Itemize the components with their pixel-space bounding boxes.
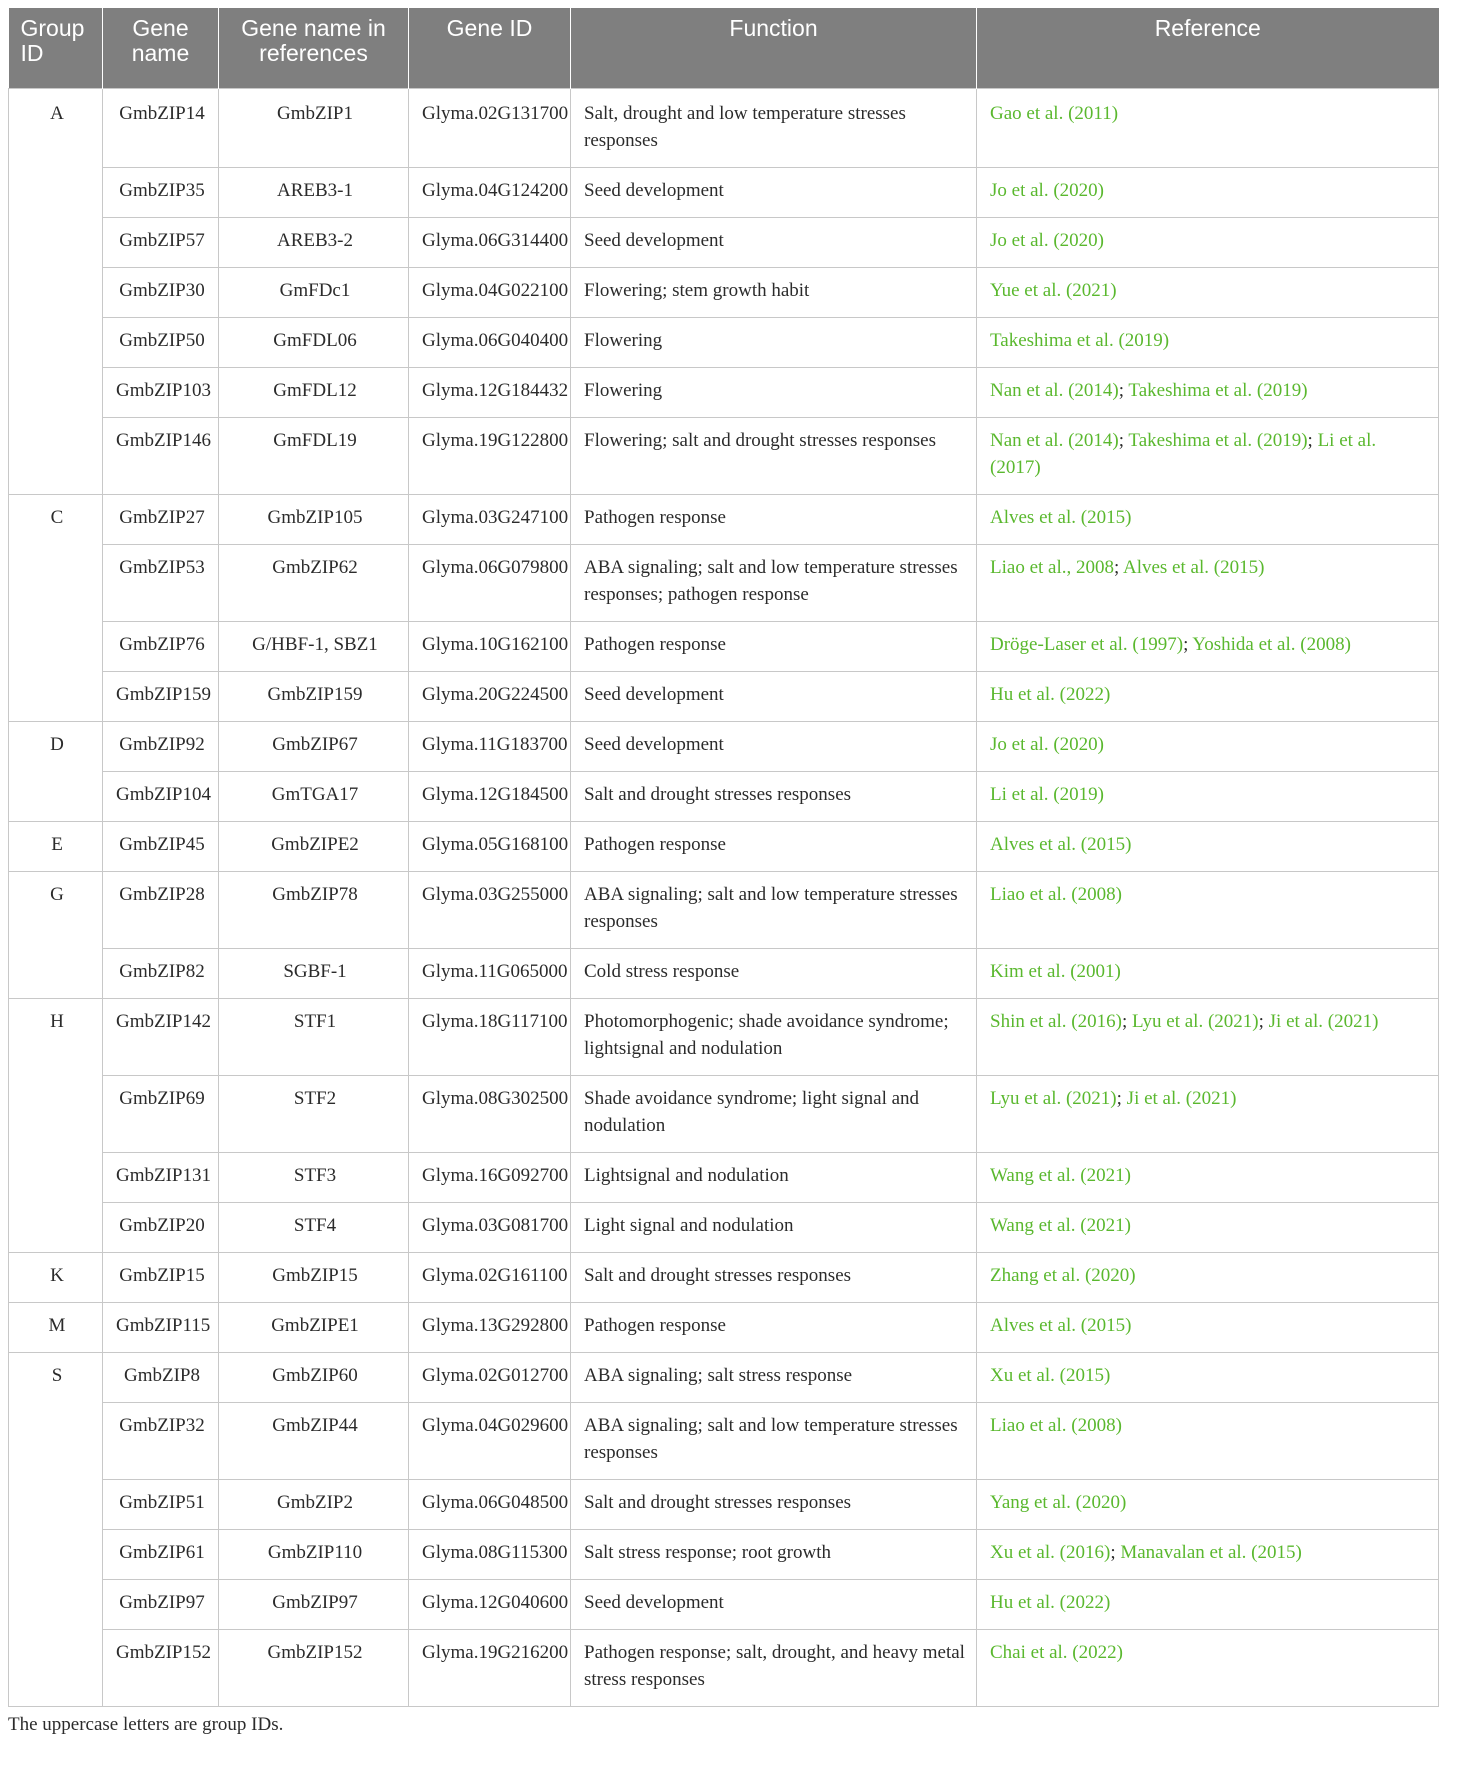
gene-name-cell: GmbZIP57 bbox=[103, 217, 219, 267]
gene-name-in-references-cell: GmbZIP78 bbox=[219, 871, 409, 948]
reference-cell bbox=[977, 1479, 1439, 1529]
gene-name-cell: GmbZIP32 bbox=[103, 1402, 219, 1479]
gene-name-in-references-cell: GmbZIPE2 bbox=[219, 821, 409, 871]
gene-name-cell: GmbZIP115 bbox=[103, 1302, 219, 1352]
gene-id-cell: Glyma.20G224500 bbox=[409, 671, 571, 721]
gene-name-in-references-cell: GmbZIP159 bbox=[219, 671, 409, 721]
gene-id-cell: Glyma.18G117100 bbox=[409, 998, 571, 1075]
reference-link[interactable]: Zhang et al. (2020) bbox=[990, 1264, 1136, 1286]
group-id-cell: A bbox=[9, 88, 103, 494]
table-row bbox=[9, 1579, 1439, 1629]
gene-name-in-references-cell: GmbZIP152 bbox=[219, 1629, 409, 1706]
reference-separator: ; bbox=[1116, 1087, 1127, 1109]
gene-id-cell: Glyma.03G247100 bbox=[409, 494, 571, 544]
function-cell: Pathogen response; salt, drought, and heavy metal stress responses bbox=[571, 1629, 977, 1706]
reference-cell bbox=[977, 721, 1439, 771]
function-cell: Seed development bbox=[571, 721, 977, 771]
gene-id-cell: Glyma.04G022100 bbox=[409, 267, 571, 317]
table-header bbox=[9, 8, 1439, 88]
gene-name-in-references-cell: STF4 bbox=[219, 1202, 409, 1252]
header-row bbox=[9, 8, 1439, 88]
function-cell: Flowering; salt and drought stresses responses bbox=[571, 417, 977, 494]
gene-name-in-references-cell: STF1 bbox=[219, 998, 409, 1075]
gene-id-cell: Glyma.06G040400 bbox=[409, 317, 571, 367]
gene-id-cell: Glyma.06G079800 bbox=[409, 544, 571, 621]
table-row bbox=[9, 1402, 1439, 1479]
group-id-cell: K bbox=[9, 1252, 103, 1302]
reference-link[interactable]: Jo et al. (2020) bbox=[990, 733, 1104, 755]
gene-name-cell: GmbZIP51 bbox=[103, 1479, 219, 1529]
gene-name-in-references-cell: AREB3-1 bbox=[219, 167, 409, 217]
gene-name-cell: GmbZIP97 bbox=[103, 1579, 219, 1629]
function-cell: Shade avoidance syndrome; light signal and nodulation bbox=[571, 1075, 977, 1152]
reference-cell bbox=[977, 1402, 1439, 1479]
table-row bbox=[9, 1075, 1439, 1152]
gene-id-cell: Glyma.19G122800 bbox=[409, 417, 571, 494]
gene-id-cell: Glyma.12G184432 bbox=[409, 367, 571, 417]
gene-name-cell: GmbZIP45 bbox=[103, 821, 219, 871]
gene-name-in-references-cell: GmbZIP67 bbox=[219, 721, 409, 771]
reference-separator: ; bbox=[1258, 1010, 1269, 1032]
gene-table-container bbox=[8, 8, 1438, 1707]
reference-cell bbox=[977, 1629, 1439, 1706]
table-row bbox=[9, 671, 1439, 721]
gene-name-cell: GmbZIP152 bbox=[103, 1629, 219, 1706]
function-cell: Seed development bbox=[571, 217, 977, 267]
reference-link[interactable]: Yoshida et al. (2008) bbox=[1192, 633, 1351, 655]
gene-id-cell: Glyma.13G292800 bbox=[409, 1302, 571, 1352]
reference-link[interactable]: Alves et al. (2015) bbox=[1122, 556, 1265, 578]
gene-id-cell: Glyma.03G081700 bbox=[409, 1202, 571, 1252]
reference-link[interactable]: Wang et al. (2021) bbox=[990, 1164, 1131, 1186]
table-row bbox=[9, 1152, 1439, 1202]
table-row bbox=[9, 1529, 1439, 1579]
function-cell: ABA signaling; salt and low temperature stresses responses bbox=[571, 871, 977, 948]
function-cell: Seed development bbox=[571, 167, 977, 217]
reference-link[interactable]: Shin et al. (2016) bbox=[990, 1010, 1122, 1032]
reference-link[interactable]: Ji et al. (2021) bbox=[1268, 1010, 1379, 1032]
table-row bbox=[9, 1302, 1439, 1352]
reference-link[interactable]: Nan et al. (2014) bbox=[990, 429, 1119, 451]
gene-name-cell: GmbZIP14 bbox=[103, 88, 219, 167]
reference-link[interactable]: Nan et al. (2014) bbox=[990, 379, 1119, 401]
gene-name-in-references-cell: AREB3-2 bbox=[219, 217, 409, 267]
gene-name-in-references-cell: GmTGA17 bbox=[219, 771, 409, 821]
table-row bbox=[9, 871, 1439, 948]
gene-id-cell: Glyma.05G168100 bbox=[409, 821, 571, 871]
table-row bbox=[9, 1202, 1439, 1252]
reference-link[interactable]: Xu et al. (2016) bbox=[990, 1541, 1111, 1563]
reference-cell bbox=[977, 494, 1439, 544]
gene-name-in-references-cell: GmFDL19 bbox=[219, 417, 409, 494]
gene-id-cell: Glyma.02G131700 bbox=[409, 88, 571, 167]
gene-name-cell: GmbZIP50 bbox=[103, 317, 219, 367]
gene-id-cell: Glyma.08G302500 bbox=[409, 1075, 571, 1152]
gene-name-in-references-cell: GmFDL12 bbox=[219, 367, 409, 417]
header-reference: Reference bbox=[977, 8, 1439, 88]
reference-cell bbox=[977, 771, 1439, 821]
gene-name-cell: GmbZIP20 bbox=[103, 1202, 219, 1252]
function-cell: Pathogen response bbox=[571, 821, 977, 871]
reference-separator: ; bbox=[1183, 633, 1193, 655]
group-id-cell: H bbox=[9, 998, 103, 1252]
reference-cell bbox=[977, 1075, 1439, 1152]
reference-link[interactable]: Xu et al. (2015) bbox=[990, 1364, 1111, 1386]
table-footnote: The uppercase letters are group IDs. bbox=[8, 1714, 284, 1735]
reference-link[interactable]: Dröge-Laser et al. (1997) bbox=[990, 633, 1184, 655]
table-body bbox=[9, 88, 1439, 1706]
reference-link[interactable]: Takeshima et al. (2019) bbox=[1128, 379, 1308, 401]
reference-cell bbox=[977, 88, 1439, 167]
table-row bbox=[9, 1479, 1439, 1529]
reference-cell bbox=[977, 1252, 1439, 1302]
gene-name-cell: GmbZIP92 bbox=[103, 721, 219, 771]
gene-id-cell: Glyma.02G012700 bbox=[409, 1352, 571, 1402]
reference-separator: ; bbox=[1114, 556, 1123, 578]
reference-separator: ; bbox=[1307, 429, 1318, 451]
gene-name-in-references-cell: STF2 bbox=[219, 1075, 409, 1152]
reference-link[interactable]: Li et al. (2017) bbox=[990, 429, 1377, 478]
function-cell: Lightsignal and nodulation bbox=[571, 1152, 977, 1202]
reference-cell bbox=[977, 671, 1439, 721]
table-row bbox=[9, 417, 1439, 494]
table-row bbox=[9, 771, 1439, 821]
function-cell: Salt stress response; root growth bbox=[571, 1529, 977, 1579]
function-cell: Flowering bbox=[571, 367, 977, 417]
gene-name-cell: GmbZIP103 bbox=[103, 367, 219, 417]
table-row bbox=[9, 494, 1439, 544]
gene-name-in-references-cell: GmbZIP44 bbox=[219, 1402, 409, 1479]
table-row bbox=[9, 948, 1439, 998]
group-id-cell: E bbox=[9, 821, 103, 871]
reference-cell bbox=[977, 1352, 1439, 1402]
function-cell: ABA signaling; salt and low temperature stresses responses; pathogen response bbox=[571, 544, 977, 621]
function-cell: Salt, drought and low temperature stresses responses bbox=[571, 88, 977, 167]
gene-table bbox=[8, 8, 1439, 1707]
reference-link[interactable]: Yang et al. (2020) bbox=[990, 1491, 1127, 1513]
gene-name-in-references-cell: STF3 bbox=[219, 1152, 409, 1202]
reference-cell bbox=[977, 367, 1439, 417]
table-row bbox=[9, 367, 1439, 417]
reference-cell bbox=[977, 871, 1439, 948]
gene-name-in-references-cell: GmbZIP97 bbox=[219, 1579, 409, 1629]
gene-id-cell: Glyma.04G124200 bbox=[409, 167, 571, 217]
group-id-cell: D bbox=[9, 721, 103, 821]
table-row bbox=[9, 998, 1439, 1075]
reference-link[interactable]: Chai et al. (2022) bbox=[990, 1641, 1123, 1663]
table-row bbox=[9, 1352, 1439, 1402]
gene-name-cell: GmbZIP142 bbox=[103, 998, 219, 1075]
reference-link[interactable]: Ji et al. (2021) bbox=[1126, 1087, 1237, 1109]
gene-name-in-references-cell: GmbZIP105 bbox=[219, 494, 409, 544]
reference-link[interactable]: Kim et al. (2001) bbox=[990, 960, 1121, 982]
gene-name-cell: GmbZIP27 bbox=[103, 494, 219, 544]
function-cell: Pathogen response bbox=[571, 494, 977, 544]
gene-id-cell: Glyma.02G161100 bbox=[409, 1252, 571, 1302]
reference-link[interactable]: Liao et al. (2008) bbox=[990, 1414, 1122, 1436]
gene-name-in-references-cell: GmbZIPE1 bbox=[219, 1302, 409, 1352]
reference-cell bbox=[977, 267, 1439, 317]
reference-separator: ; bbox=[1121, 1010, 1132, 1032]
function-cell: Pathogen response bbox=[571, 1302, 977, 1352]
reference-link[interactable]: Takeshima et al. (2019) bbox=[1128, 429, 1308, 451]
gene-id-cell: Glyma.11G183700 bbox=[409, 721, 571, 771]
group-id-cell: M bbox=[9, 1302, 103, 1352]
table-row bbox=[9, 621, 1439, 671]
gene-name-cell: GmbZIP61 bbox=[103, 1529, 219, 1579]
gene-name-in-references-cell: GmbZIP62 bbox=[219, 544, 409, 621]
table-row bbox=[9, 821, 1439, 871]
gene-id-cell: Glyma.06G314400 bbox=[409, 217, 571, 267]
gene-name-cell: GmbZIP131 bbox=[103, 1152, 219, 1202]
reference-cell bbox=[977, 1202, 1439, 1252]
reference-link[interactable]: Li et al. (2019) bbox=[990, 783, 1104, 805]
gene-name-cell: GmbZIP8 bbox=[103, 1352, 219, 1402]
gene-name-in-references-cell: GmbZIP110 bbox=[219, 1529, 409, 1579]
header-function: Function bbox=[571, 8, 977, 88]
gene-id-cell: Glyma.19G216200 bbox=[409, 1629, 571, 1706]
reference-cell bbox=[977, 217, 1439, 267]
reference-link[interactable]: Manavalan et al. (2015) bbox=[1120, 1541, 1302, 1563]
reference-cell bbox=[977, 544, 1439, 621]
gene-name-cell: GmbZIP159 bbox=[103, 671, 219, 721]
gene-name-cell: GmbZIP104 bbox=[103, 771, 219, 821]
gene-name-cell: GmbZIP53 bbox=[103, 544, 219, 621]
function-cell: Seed development bbox=[571, 671, 977, 721]
gene-name-cell: GmbZIP15 bbox=[103, 1252, 219, 1302]
reference-link[interactable]: Lyu et al. (2021) bbox=[990, 1087, 1117, 1109]
reference-link[interactable]: Yue et al. (2021) bbox=[990, 279, 1117, 301]
reference-separator: ; bbox=[1118, 379, 1129, 401]
reference-cell bbox=[977, 1529, 1439, 1579]
reference-link[interactable]: Alves et al. (2015) bbox=[990, 833, 1132, 855]
header-group-id: Group ID bbox=[9, 8, 103, 88]
table-row bbox=[9, 544, 1439, 621]
table-row bbox=[9, 88, 1439, 167]
function-cell: Salt and drought stresses responses bbox=[571, 1252, 977, 1302]
reference-link[interactable]: Hu et al. (2022) bbox=[990, 1591, 1111, 1613]
gene-name-cell: GmbZIP30 bbox=[103, 267, 219, 317]
gene-name-in-references-cell: SGBF-1 bbox=[219, 948, 409, 998]
group-id-cell: S bbox=[9, 1352, 103, 1706]
gene-name-cell: GmbZIP35 bbox=[103, 167, 219, 217]
reference-link[interactable]: Jo et al. (2020) bbox=[990, 179, 1104, 201]
reference-cell bbox=[977, 1302, 1439, 1352]
gene-name-in-references-cell: GmbZIP60 bbox=[219, 1352, 409, 1402]
gene-name-cell: GmbZIP76 bbox=[103, 621, 219, 671]
function-cell: Seed development bbox=[571, 1579, 977, 1629]
reference-link[interactable]: Gao et al. (2011) bbox=[990, 102, 1119, 124]
reference-link[interactable]: Wang et al. (2021) bbox=[990, 1214, 1131, 1236]
function-cell: Light signal and nodulation bbox=[571, 1202, 977, 1252]
reference-cell bbox=[977, 1152, 1439, 1202]
reference-link[interactable]: Jo et al. (2020) bbox=[990, 229, 1104, 251]
gene-name-in-references-cell: G/HBF-1, SBZ1 bbox=[219, 621, 409, 671]
table-row bbox=[9, 317, 1439, 367]
gene-name-in-references-cell: GmFDc1 bbox=[219, 267, 409, 317]
gene-id-cell: Glyma.03G255000 bbox=[409, 871, 571, 948]
gene-name-cell: GmbZIP69 bbox=[103, 1075, 219, 1152]
reference-link[interactable]: Liao et al. (2008) bbox=[990, 883, 1122, 905]
reference-cell bbox=[977, 821, 1439, 871]
header-gene-name-in-references: Gene name in references bbox=[219, 8, 409, 88]
header-gene-name: Gene name bbox=[103, 8, 219, 88]
gene-name-in-references-cell: GmFDL06 bbox=[219, 317, 409, 367]
reference-link[interactable]: Hu et al. (2022) bbox=[990, 683, 1111, 705]
reference-cell bbox=[977, 317, 1439, 367]
function-cell: Pathogen response bbox=[571, 621, 977, 671]
gene-name-in-references-cell: GmbZIP15 bbox=[219, 1252, 409, 1302]
function-cell: ABA signaling; salt and low temperature stresses responses bbox=[571, 1402, 977, 1479]
gene-id-cell: Glyma.10G162100 bbox=[409, 621, 571, 671]
function-cell: Flowering bbox=[571, 317, 977, 367]
reference-cell bbox=[977, 621, 1439, 671]
gene-name-cell: GmbZIP28 bbox=[103, 871, 219, 948]
gene-name-cell: GmbZIP146 bbox=[103, 417, 219, 494]
group-id-cell: C bbox=[9, 494, 103, 721]
reference-cell bbox=[977, 948, 1439, 998]
reference-cell bbox=[977, 998, 1439, 1075]
gene-id-cell: Glyma.06G048500 bbox=[409, 1479, 571, 1529]
table-row bbox=[9, 217, 1439, 267]
table-row bbox=[9, 267, 1439, 317]
gene-name-cell: GmbZIP82 bbox=[103, 948, 219, 998]
table-row bbox=[9, 1629, 1439, 1706]
gene-id-cell: Glyma.12G184500 bbox=[409, 771, 571, 821]
header-gene-id: Gene ID bbox=[409, 8, 571, 88]
gene-id-cell: Glyma.04G029600 bbox=[409, 1402, 571, 1479]
gene-name-in-references-cell: GmbZIP2 bbox=[219, 1479, 409, 1529]
reference-link[interactable]: Takeshima et al. (2019) bbox=[990, 329, 1170, 351]
reference-link[interactable]: Alves et al. (2015) bbox=[990, 1314, 1132, 1336]
gene-id-cell: Glyma.08G115300 bbox=[409, 1529, 571, 1579]
function-cell: ABA signaling; salt stress response bbox=[571, 1352, 977, 1402]
reference-separator: ; bbox=[1110, 1541, 1121, 1563]
reference-cell bbox=[977, 1579, 1439, 1629]
function-cell: Salt and drought stresses responses bbox=[571, 771, 977, 821]
function-cell: Salt and drought stresses responses bbox=[571, 1479, 977, 1529]
reference-link[interactable]: Alves et al. (2015) bbox=[990, 506, 1132, 528]
function-cell: Photomorphogenic; shade avoidance syndrome; lightsignal and nodulation bbox=[571, 998, 977, 1075]
gene-id-cell: Glyma.16G092700 bbox=[409, 1152, 571, 1202]
reference-link[interactable]: Lyu et al. (2021) bbox=[1131, 1010, 1259, 1032]
reference-link[interactable]: Liao et al., 2008 bbox=[990, 556, 1114, 578]
gene-id-cell: Glyma.12G040600 bbox=[409, 1579, 571, 1629]
gene-name-in-references-cell: GmbZIP1 bbox=[219, 88, 409, 167]
table-row bbox=[9, 1252, 1439, 1302]
reference-cell bbox=[977, 417, 1439, 494]
function-cell: Flowering; stem growth habit bbox=[571, 267, 977, 317]
table-row bbox=[9, 721, 1439, 771]
gene-id-cell: Glyma.11G065000 bbox=[409, 948, 571, 998]
reference-cell bbox=[977, 167, 1439, 217]
table-row bbox=[9, 167, 1439, 217]
group-id-cell: G bbox=[9, 871, 103, 998]
function-cell: Cold stress response bbox=[571, 948, 977, 998]
reference-separator: ; bbox=[1118, 429, 1129, 451]
